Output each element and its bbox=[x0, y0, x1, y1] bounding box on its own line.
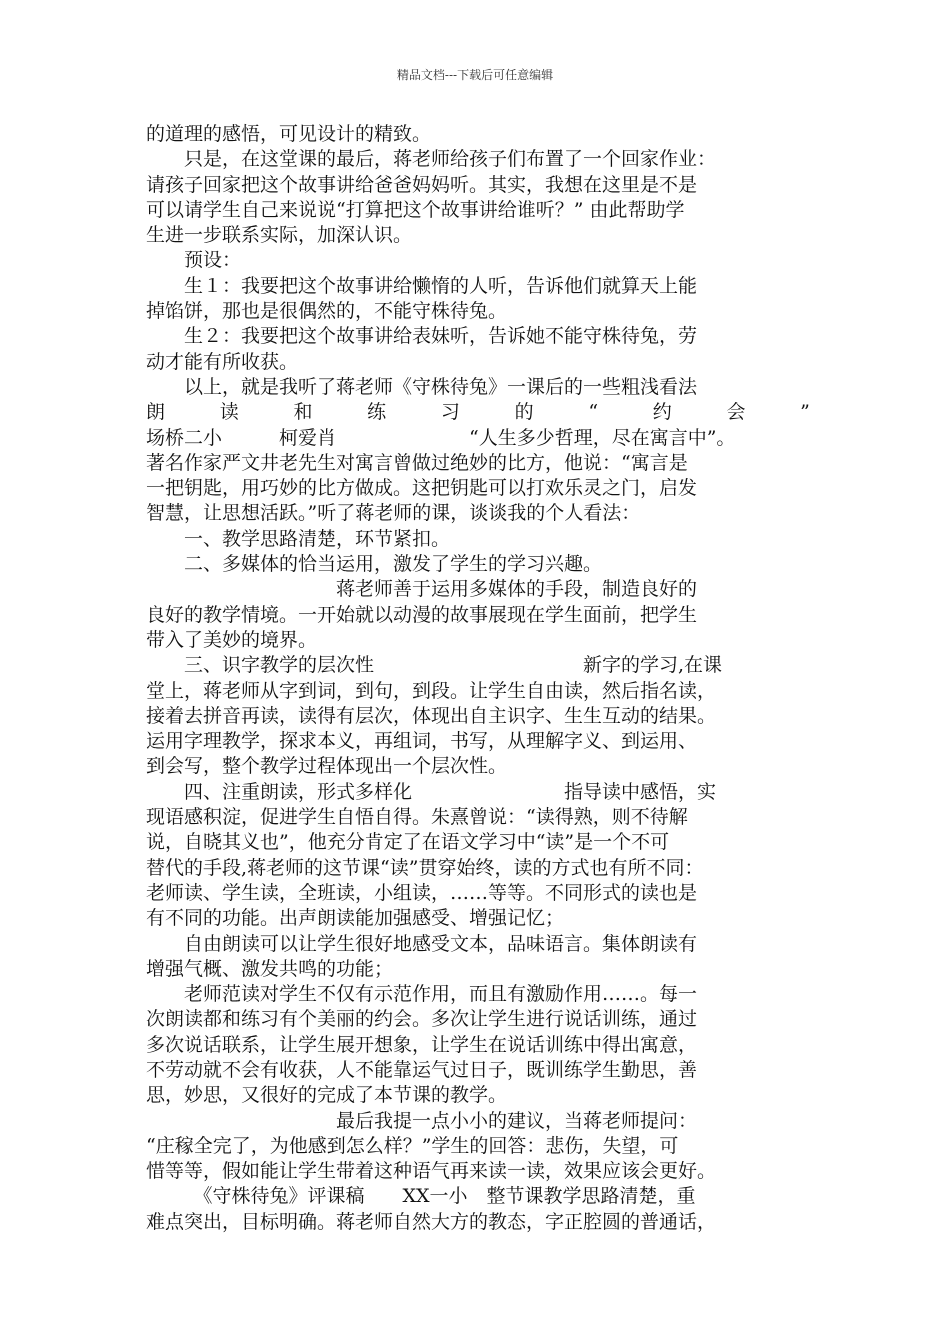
page-header: 精品文档---下载后可任意编辑 bbox=[396, 68, 554, 82]
text-line: 三、识字教学的层次性 新字的学习,在课 bbox=[146, 654, 723, 677]
text-line: 现语感积淀，促进学生自悟自得。朱熹曾说：“读得熟，则不待解 bbox=[146, 806, 688, 829]
text-line: 蒋老师善于运用多媒体的手段，制造良好的 bbox=[146, 578, 698, 601]
text-line: 场桥二小 柯爱肖 “人生多少哲理，尽在寓言中”。 bbox=[146, 426, 736, 449]
spread-char: ” bbox=[800, 401, 810, 424]
spread-line bbox=[146, 400, 810, 425]
text-line: 最后我提一点小小的建议，当蒋老师提问： bbox=[146, 1109, 698, 1132]
text-line: 掉馅饼，那也是很偶然的，不能守株待兔。 bbox=[146, 300, 508, 323]
text-line: 惜等等，假如能让学生带着这种语气再来读一读，效果应该会更好。 bbox=[146, 1160, 717, 1183]
text-line: 二、多媒体的恰当运用，激发了学生的学习兴趣。 bbox=[146, 553, 603, 576]
spread-char: 朗 bbox=[146, 401, 166, 424]
text-line: 带入了美妙的境界。 bbox=[146, 628, 318, 651]
spread-char: 读 bbox=[219, 401, 239, 424]
text-line: 请孩子回家把这个故事讲给爸爸妈妈听。其实，我想在这里是不是 bbox=[146, 173, 698, 196]
text-line: 自由朗读可以让学生很好地感受文本，品味语言。集体朗读有 bbox=[146, 932, 698, 955]
text-line: 以上，就是我听了蒋老师《守株待兔》一课后的一些粗浅看法 bbox=[146, 375, 698, 398]
spread-char: 习 bbox=[440, 401, 460, 424]
text-line: 智慧，让思想活跃。”听了蒋老师的课，谈谈我的个人看法： bbox=[146, 502, 641, 525]
text-line: 难点突出，目标明确。蒋老师自然大方的教态，字正腔圆的普通话， bbox=[146, 1210, 717, 1233]
text-line: 生２：我要把这个故事讲给表妹听，告诉她不能守株待兔，劳 bbox=[146, 325, 698, 348]
text-line: 只是，在这堂课的最后，蒋老师给孩子们布置了一个回家作业： bbox=[146, 148, 717, 171]
text-line: 良好的教学情境。一开始就以动漫的故事展现在学生面前，把学生 bbox=[146, 603, 698, 626]
text-line: 著名作家严文井老先生对寓言曾做过绝妙的比方，他说：“寓言是 bbox=[146, 451, 688, 474]
text-line: 堂上，蒋老师从字到词，到句，到段。让学生自由读，然后指名读， bbox=[146, 679, 717, 702]
text-line: 老师读、学生读，全班读，小组读，……等等。不同形式的读也是 bbox=[146, 881, 698, 904]
text-line: 四、注重朗读，形式多样化 指导读中感悟，实 bbox=[146, 780, 717, 803]
text-line: 《守株待兔》评课稿 XX一小 整节课教学思路清楚，重 bbox=[146, 1185, 696, 1208]
text-line: “庄稼全完了，为他感到怎么样？”学生的回答：悲伤，失望，可 bbox=[146, 1134, 679, 1157]
text-line: 思，妙思，又很好的完成了本节课的教学。 bbox=[146, 1084, 508, 1107]
text-line: 多次说话联系，让学生展开想象，让学生在说话训练中得出寓意， bbox=[146, 1033, 698, 1056]
spread-char: 会 bbox=[726, 401, 746, 424]
text-line: 生进一步联系实际，加深认识。 bbox=[146, 224, 413, 247]
text-line: 替代的手段,蒋老师的这节课“读”贯穿始终，读的方式也有所不同： bbox=[146, 856, 704, 879]
text-line: 生１：我要把这个故事讲给懒惰的人听，告诉他们就算天上能 bbox=[146, 274, 698, 297]
text-line: 动才能有所收获。 bbox=[146, 350, 299, 373]
text-line: 一把钥匙，用巧妙的比方做成。这把钥匙可以打欢乐灵之门，启发 bbox=[146, 477, 698, 500]
text-line: 不劳动就不会有收获，人不能靠运气过日子，既训练学生勤思，善 bbox=[146, 1058, 698, 1081]
text-line: 运用字理教学，探求本义，再组词，书写，从理解字义、到运用、 bbox=[146, 730, 698, 753]
text-line: 到会写，整个教学过程体现出一个层次性。 bbox=[146, 755, 508, 778]
spread-char: 练 bbox=[367, 401, 387, 424]
text-line: 可以请学生自己来说说“打算把这个故事讲给谁听？” 由此帮助学 bbox=[146, 198, 685, 221]
text-line: 一、教学思路清楚，环节紧扣。 bbox=[146, 527, 451, 550]
document-body bbox=[146, 122, 810, 1235]
text-line: 有不同的功能。出声朗读能加强感受、增强记忆； bbox=[146, 907, 565, 930]
text-line: 说，自晓其义也”，他充分肯定了在语文学习中“读”是一个不可 bbox=[146, 831, 670, 854]
spread-char: 和 bbox=[293, 401, 313, 424]
text-line: 预设： bbox=[146, 249, 242, 272]
spread-char: 的 bbox=[514, 401, 534, 424]
spread-char: “ bbox=[588, 401, 599, 424]
text-line: 接着去拼音再读，读得有层次，体现出自主识字、生生互动的结果。 bbox=[146, 704, 717, 727]
spread-char: 约 bbox=[652, 401, 672, 424]
text-line: 的道理的感悟，可见设计的精致。 bbox=[146, 123, 432, 145]
text-line: 次朗读都和练习有个美丽的约会。多次让学生进行说话训练，通过 bbox=[146, 1008, 698, 1031]
text-line: 老师范读对学生不仅有示范作用，而且有激励作用……。每一 bbox=[146, 983, 698, 1006]
text-line: 增强气概、激发共鸣的功能； bbox=[146, 957, 394, 980]
